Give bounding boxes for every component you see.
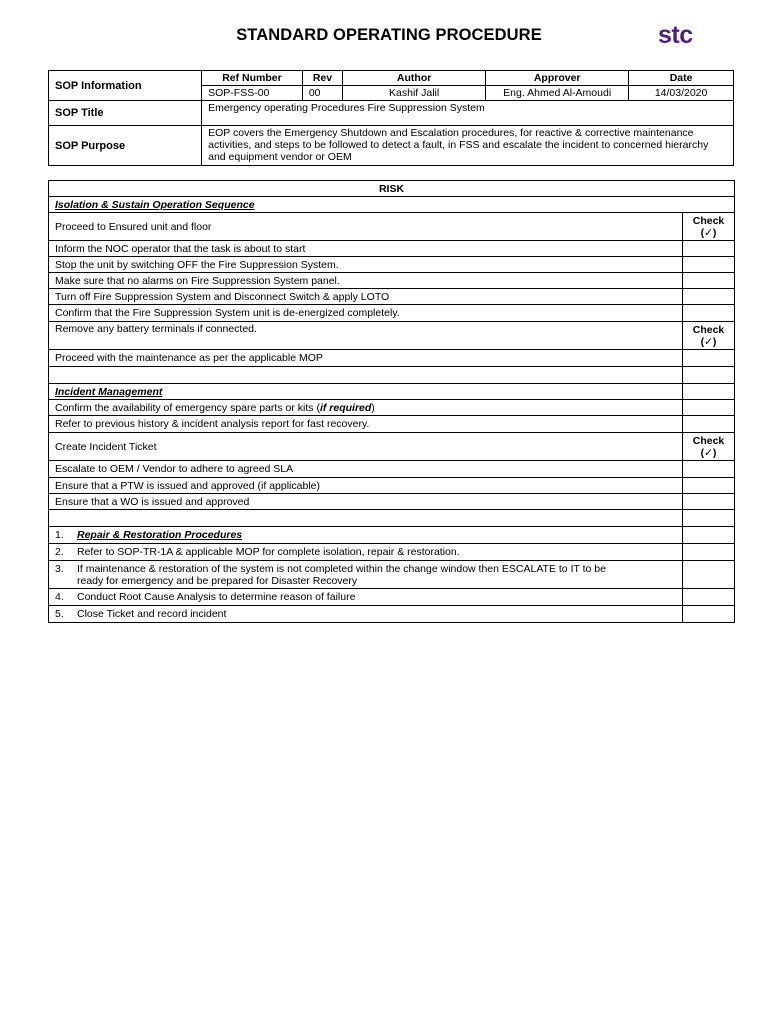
incident-section-title: Incident Management [49, 384, 683, 400]
author-header: Author [343, 71, 486, 86]
isolation-step: Proceed with the maintenance as per the applicable MOP [49, 350, 683, 367]
ref-number-value: SOP-FSS-00 [202, 86, 303, 101]
check-header: Check (✓) [683, 322, 735, 350]
isolation-step: Proceed to Ensured unit and floor [49, 213, 683, 241]
repair-step: 3. If maintenance & restoration of the system is not completed within the change window then ESCALATE to IT to be ready for emergency and be prepared for Disaster Recovery [49, 561, 683, 589]
sop-purpose-label: SOP Purpose [49, 126, 202, 166]
sop-purpose-value: EOP covers the Emergency Shutdown and Escalation procedures, for reactive & corrective maintenance activities, and steps to be followed to detect a fault, in FSS and escalate the incident to concerned hierarchy and equipment vendor or OEM [202, 126, 734, 166]
rev-value: 00 [302, 86, 342, 101]
approver-value: Eng. Ahmed Al-Amoudi [486, 86, 629, 101]
repair-step: 2. Refer to SOP-TR-1A & applicable MOP for complete isolation, repair & restoration. [49, 544, 683, 561]
isolation-section-title: Isolation & Sustain Operation Sequence [49, 197, 735, 213]
incident-step: Ensure that a WO is issued and approved [49, 494, 683, 510]
approver-header: Approver [486, 71, 629, 86]
check-cell[interactable] [683, 384, 735, 400]
check-cell[interactable] [683, 510, 735, 527]
check-cell[interactable] [683, 273, 735, 289]
blank-row [49, 367, 683, 384]
isolation-step: Stop the unit by switching OFF the Fire Suppression System. [49, 257, 683, 273]
check-cell[interactable] [683, 606, 735, 623]
check-cell[interactable] [683, 478, 735, 494]
isolation-step: Turn off Fire Suppression System and Disconnect Switch & apply LOTO [49, 289, 683, 305]
sop-title-label: SOP Title [49, 101, 202, 126]
check-cell[interactable] [683, 241, 735, 257]
repair-section-title: 1. Repair & Restoration Procedures [49, 527, 683, 544]
risk-table [48, 180, 735, 623]
ref-number-header: Ref Number [202, 71, 303, 86]
incident-step: Escalate to OEM / Vendor to adhere to agreed SLA [49, 461, 683, 478]
check-cell[interactable] [683, 257, 735, 273]
check-cell[interactable] [683, 461, 735, 478]
sop-title-value: Emergency operating Procedures Fire Suppression System [202, 101, 734, 126]
check-cell[interactable] [683, 494, 735, 510]
incident-step: Ensure that a PTW is issued and approved (if applicable) [49, 478, 683, 494]
author-value: Kashif Jalil [343, 86, 486, 101]
check-header: Check (✓) [683, 213, 735, 241]
stc-logo: stc [658, 21, 693, 49]
isolation-step: Inform the NOC operator that the task is about to start [49, 241, 683, 257]
isolation-step: Confirm that the Fire Suppression System unit is de-energized completely. [49, 305, 683, 322]
check-cell[interactable] [683, 289, 735, 305]
check-cell[interactable] [683, 305, 735, 322]
check-header: Check (✓) [683, 433, 735, 461]
repair-step: 5. Close Ticket and record incident [49, 606, 683, 623]
check-cell[interactable] [683, 544, 735, 561]
page-title: STANDARD OPERATING PROCEDURE [236, 26, 542, 44]
incident-step: Refer to previous history & incident analysis report for fast recovery. [49, 416, 683, 433]
sop-info-label: SOP Information [49, 71, 202, 101]
check-cell[interactable] [683, 527, 735, 544]
check-cell[interactable] [683, 400, 735, 416]
incident-step: Confirm the availability of emergency spare parts or kits (if required) [49, 400, 683, 416]
risk-header: RISK [49, 181, 735, 197]
check-cell[interactable] [683, 350, 735, 367]
incident-step: Create Incident Ticket [49, 433, 683, 461]
date-value: 14/03/2020 [629, 86, 734, 101]
isolation-step: Remove any battery terminals if connected. [49, 322, 683, 350]
isolation-step: Make sure that no alarms on Fire Suppression System panel. [49, 273, 683, 289]
repair-step: 4. Conduct Root Cause Analysis to determine reason of failure [49, 589, 683, 606]
blank-row [49, 510, 683, 527]
check-cell[interactable] [683, 416, 735, 433]
check-cell[interactable] [683, 367, 735, 384]
rev-header: Rev [302, 71, 342, 86]
check-cell[interactable] [683, 561, 735, 589]
date-header: Date [629, 71, 734, 86]
sop-info-table [48, 70, 734, 166]
check-cell[interactable] [683, 589, 735, 606]
